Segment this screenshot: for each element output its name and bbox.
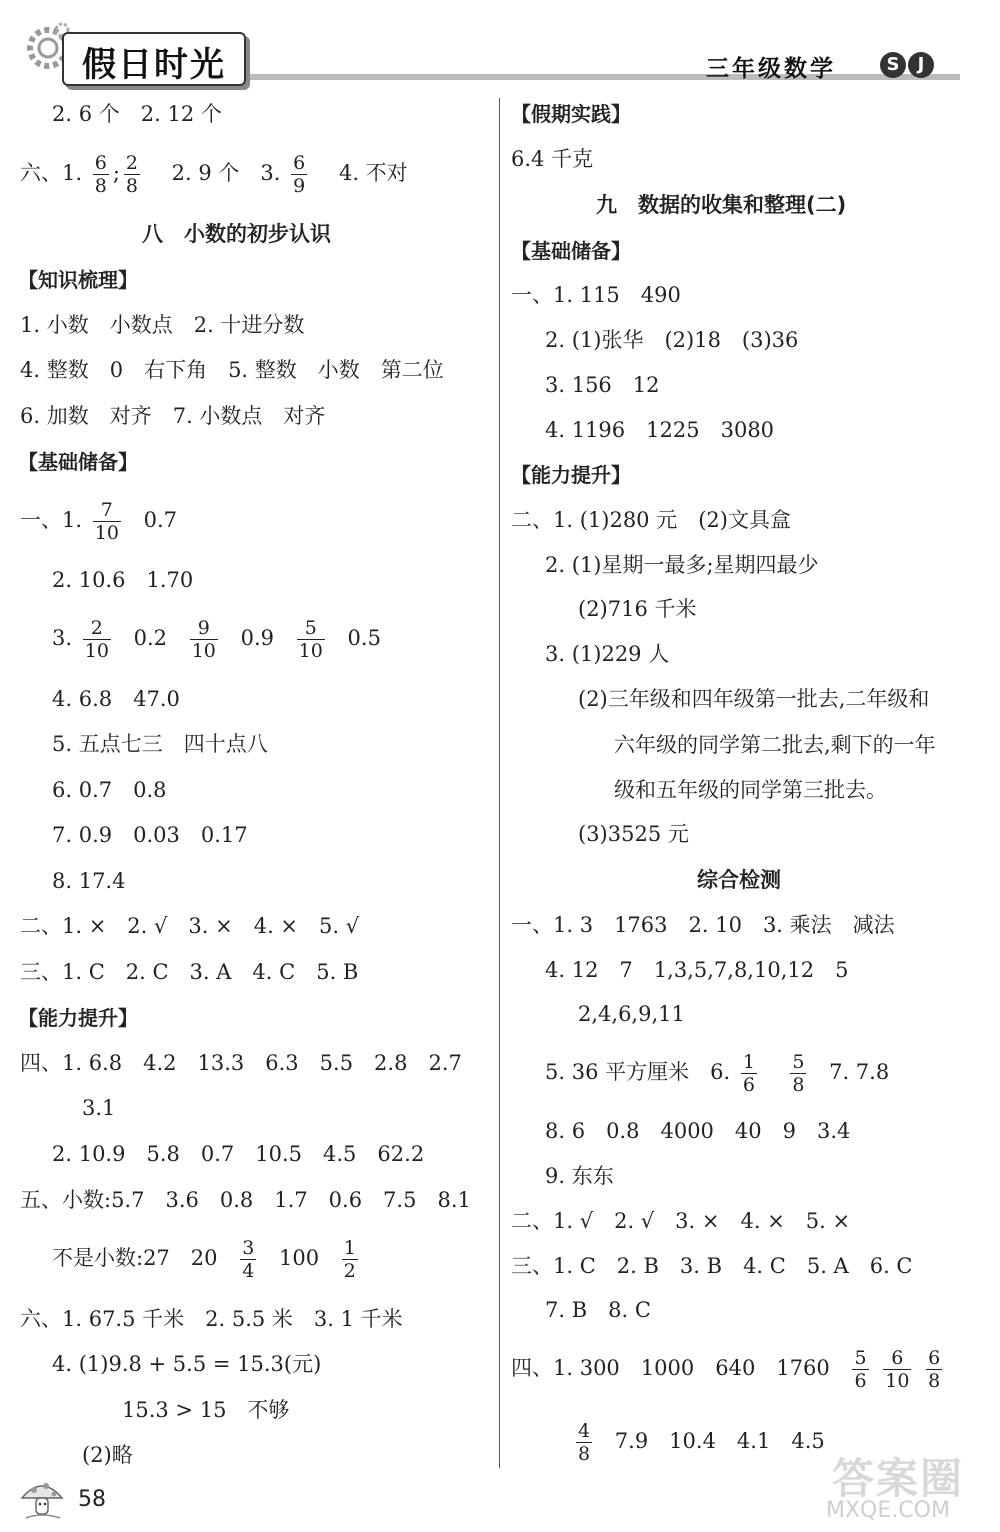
section-header-jichu: 【基础储备】 [18, 450, 138, 474]
answer-line: 一、1. 3 1763 2. 10 3. 乘法 减法 [511, 913, 895, 937]
answer-line: 4. 1196 1225 3080 [545, 418, 775, 442]
answer-line: 级和五年级的同学第三批去。 [614, 778, 887, 802]
answer-line: 15.3 > 15 不够 [122, 1398, 290, 1422]
numerator: 1 [343, 1237, 356, 1259]
answer-line: (2)略 [82, 1443, 133, 1467]
denominator: 10 [94, 522, 119, 544]
section-title-9: 九 数据的收集和整理(二) [596, 193, 847, 217]
answer-line: 六年级的同学第二批去,剩下的一年 [614, 733, 936, 757]
numerator: 5 [304, 617, 317, 639]
header-title: 假日时光 [82, 45, 226, 85]
answer-line: 4. 12 7 1,3,5,7,8,10,12 5 [545, 958, 849, 982]
text: 100 [279, 1246, 320, 1270]
answer-line: 一、1. 115 490 [511, 283, 681, 307]
numerator: 3 [242, 1237, 255, 1259]
fraction [297, 617, 325, 662]
answer-line: 8. 17.4 [52, 869, 126, 893]
answer-line: 3.1 [82, 1096, 116, 1120]
answer-line-fractions [52, 610, 381, 666]
text: 0.5 [347, 626, 381, 650]
answer-line: 二、1. √ 2. √ 3. × 4. × 5. × [511, 1209, 851, 1233]
watermark-url: MXQE.COM [826, 1498, 950, 1523]
header-rule [250, 74, 960, 80]
fraction [93, 152, 109, 197]
text: 0.7 [143, 508, 178, 532]
numerator: 6 [891, 1347, 904, 1369]
answer-line: 8. 6 0.8 4000 40 9 3.4 [545, 1119, 851, 1143]
answer-line: 四、1. 6.8 4.2 13.3 6.3 5.5 2.8 2.7 [20, 1051, 462, 1075]
answer-line: 2,4,6,9,11 [578, 1002, 685, 1026]
watermark-logo: 答案圈 [832, 1454, 965, 1503]
fraction [576, 1420, 592, 1465]
header-title-box [62, 32, 246, 86]
fraction [926, 1347, 942, 1392]
numerator: 2 [125, 152, 138, 174]
answer-line: 5. 五点七三 四十点八 [52, 732, 268, 756]
denominator: 8 [792, 1074, 805, 1096]
fraction [240, 1237, 256, 1282]
denominator: 10 [298, 640, 323, 662]
text: 2. 9 个 3. [150, 161, 281, 185]
text: 7. 7.8 [829, 1060, 890, 1084]
denominator: 10 [885, 1370, 910, 1392]
numerator: 6 [94, 152, 107, 174]
badge-j: J [908, 52, 934, 78]
separator: ; [112, 161, 120, 185]
numerator: 5 [792, 1051, 805, 1073]
section-header-shijian: 【假期实践】 [511, 102, 631, 126]
answer-line: 3. 156 12 [545, 373, 660, 397]
answer-line: (2)三年级和四年级第一批去,二年级和 [578, 687, 930, 711]
text: 四、1. 300 1000 640 1760 [511, 1356, 830, 1380]
answer-line: 2. (1)张华 (2)18 (3)36 [545, 328, 799, 352]
answer-line: 二、1. × 2. √ 3. × 4. × 5. √ [20, 914, 360, 938]
denominator: 8 [94, 175, 107, 197]
text: 0.2 [133, 626, 168, 650]
answer-line: 6.4 千克 [511, 147, 594, 171]
denominator: 8 [578, 1443, 591, 1465]
label: 3. [52, 626, 73, 650]
answer-line: 4. (1)9.8 + 5.5 = 15.3(元) [52, 1352, 322, 1376]
text: 0.9 [240, 626, 274, 650]
denominator: 2 [343, 1260, 356, 1282]
denominator: 6 [854, 1370, 867, 1392]
answer-line-fractions [545, 1044, 889, 1100]
answer-line: 2. (1)星期一最多;星期四最少 [545, 553, 819, 577]
answer-line-fractions [511, 1340, 946, 1396]
answer-line: 五、小数:5.7 3.6 0.8 1.7 0.6 7.5 8.1 [20, 1188, 471, 1212]
denominator: 6 [742, 1074, 755, 1096]
section-header-nengli: 【能力提升】 [18, 1006, 138, 1030]
section-title-8: 八 小数的初步认识 [142, 222, 331, 246]
denominator: 10 [84, 640, 109, 662]
answer-line: 六、1. 67.5 千米 2. 5.5 米 3. 1 千米 [20, 1307, 403, 1331]
numerator: 7 [100, 499, 113, 521]
answer-line-fractions [52, 1230, 362, 1286]
text: 不是小数:27 20 [52, 1246, 218, 1270]
text: 5. 36 平方厘米 6. [545, 1060, 731, 1084]
numerator: 9 [197, 617, 210, 639]
mushroom-icon [16, 1472, 68, 1524]
section-header-jichu: 【基础储备】 [511, 239, 631, 263]
answer-line-fractions [20, 145, 408, 201]
fraction [124, 152, 140, 197]
label: 一、1. [20, 508, 83, 532]
text: 7.9 10.4 4.1 4.5 [614, 1429, 825, 1453]
fraction [852, 1347, 868, 1392]
numerator: 6 [928, 1347, 941, 1369]
answer-line: 1. 小数 小数点 2. 十进分数 [20, 313, 305, 337]
fraction [883, 1347, 911, 1392]
denominator: 8 [928, 1370, 941, 1392]
denominator: 9 [293, 175, 306, 197]
numerator: 6 [293, 152, 306, 174]
answer-line: 7. 0.9 0.03 0.17 [52, 823, 248, 847]
answer-line: 3. (1)229 人 [545, 642, 670, 666]
fraction [190, 617, 218, 662]
fraction [93, 499, 121, 544]
text: 4. 不对 [317, 161, 408, 185]
answer-line: 2. 10.6 1.70 [52, 568, 194, 592]
numerator: 5 [854, 1347, 867, 1369]
answer-line: 2. 6 个 2. 12 个 [52, 102, 222, 126]
answer-line: 二、1. (1)280 元 (2)文具盒 [511, 508, 791, 532]
answer-line-fractions [20, 492, 177, 548]
section-header-nengli: 【能力提升】 [511, 463, 631, 487]
page-number: 58 [78, 1487, 106, 1512]
fraction [741, 1051, 757, 1096]
column-divider [499, 98, 500, 1468]
answer-line: 9. 东东 [545, 1164, 614, 1188]
denominator: 8 [125, 175, 138, 197]
answer-line: 2. 10.9 5.8 0.7 10.5 4.5 62.2 [52, 1142, 425, 1166]
fraction [83, 617, 111, 662]
answer-line: 4. 整数 0 右下角 5. 整数 小数 第二位 [20, 358, 444, 382]
answer-line: 6. 加数 对齐 7. 小数点 对齐 [20, 404, 326, 428]
fraction [291, 152, 307, 197]
answer-line: 三、1. C 2. C 3. A 4. C 5. B [20, 960, 359, 984]
label: 六、1. [20, 161, 83, 185]
badge-s: S [880, 52, 906, 78]
answer-line-fractions [572, 1413, 825, 1469]
numerator: 1 [742, 1051, 755, 1073]
section-title-zonghe: 综合检测 [697, 868, 781, 892]
answer-line: 7. B 8. C [545, 1298, 651, 1322]
answer-line: 三、1. C 2. B 3. B 4. C 5. A 6. C [511, 1254, 913, 1278]
numerator: 2 [90, 617, 103, 639]
numerator: 4 [578, 1420, 591, 1442]
section-header-zhishi: 【知识梳理】 [18, 268, 138, 292]
header-subject: 三年级数学 [706, 56, 836, 82]
answer-line: 6. 0.7 0.8 [52, 778, 167, 802]
denominator: 10 [191, 640, 216, 662]
answer-line: (3)3525 元 [578, 822, 689, 846]
fraction [790, 1051, 806, 1096]
answer-line: 4. 6.8 47.0 [52, 687, 180, 711]
denominator: 4 [242, 1260, 255, 1282]
fraction [342, 1237, 358, 1282]
answer-line: (2)716 千米 [578, 597, 697, 621]
